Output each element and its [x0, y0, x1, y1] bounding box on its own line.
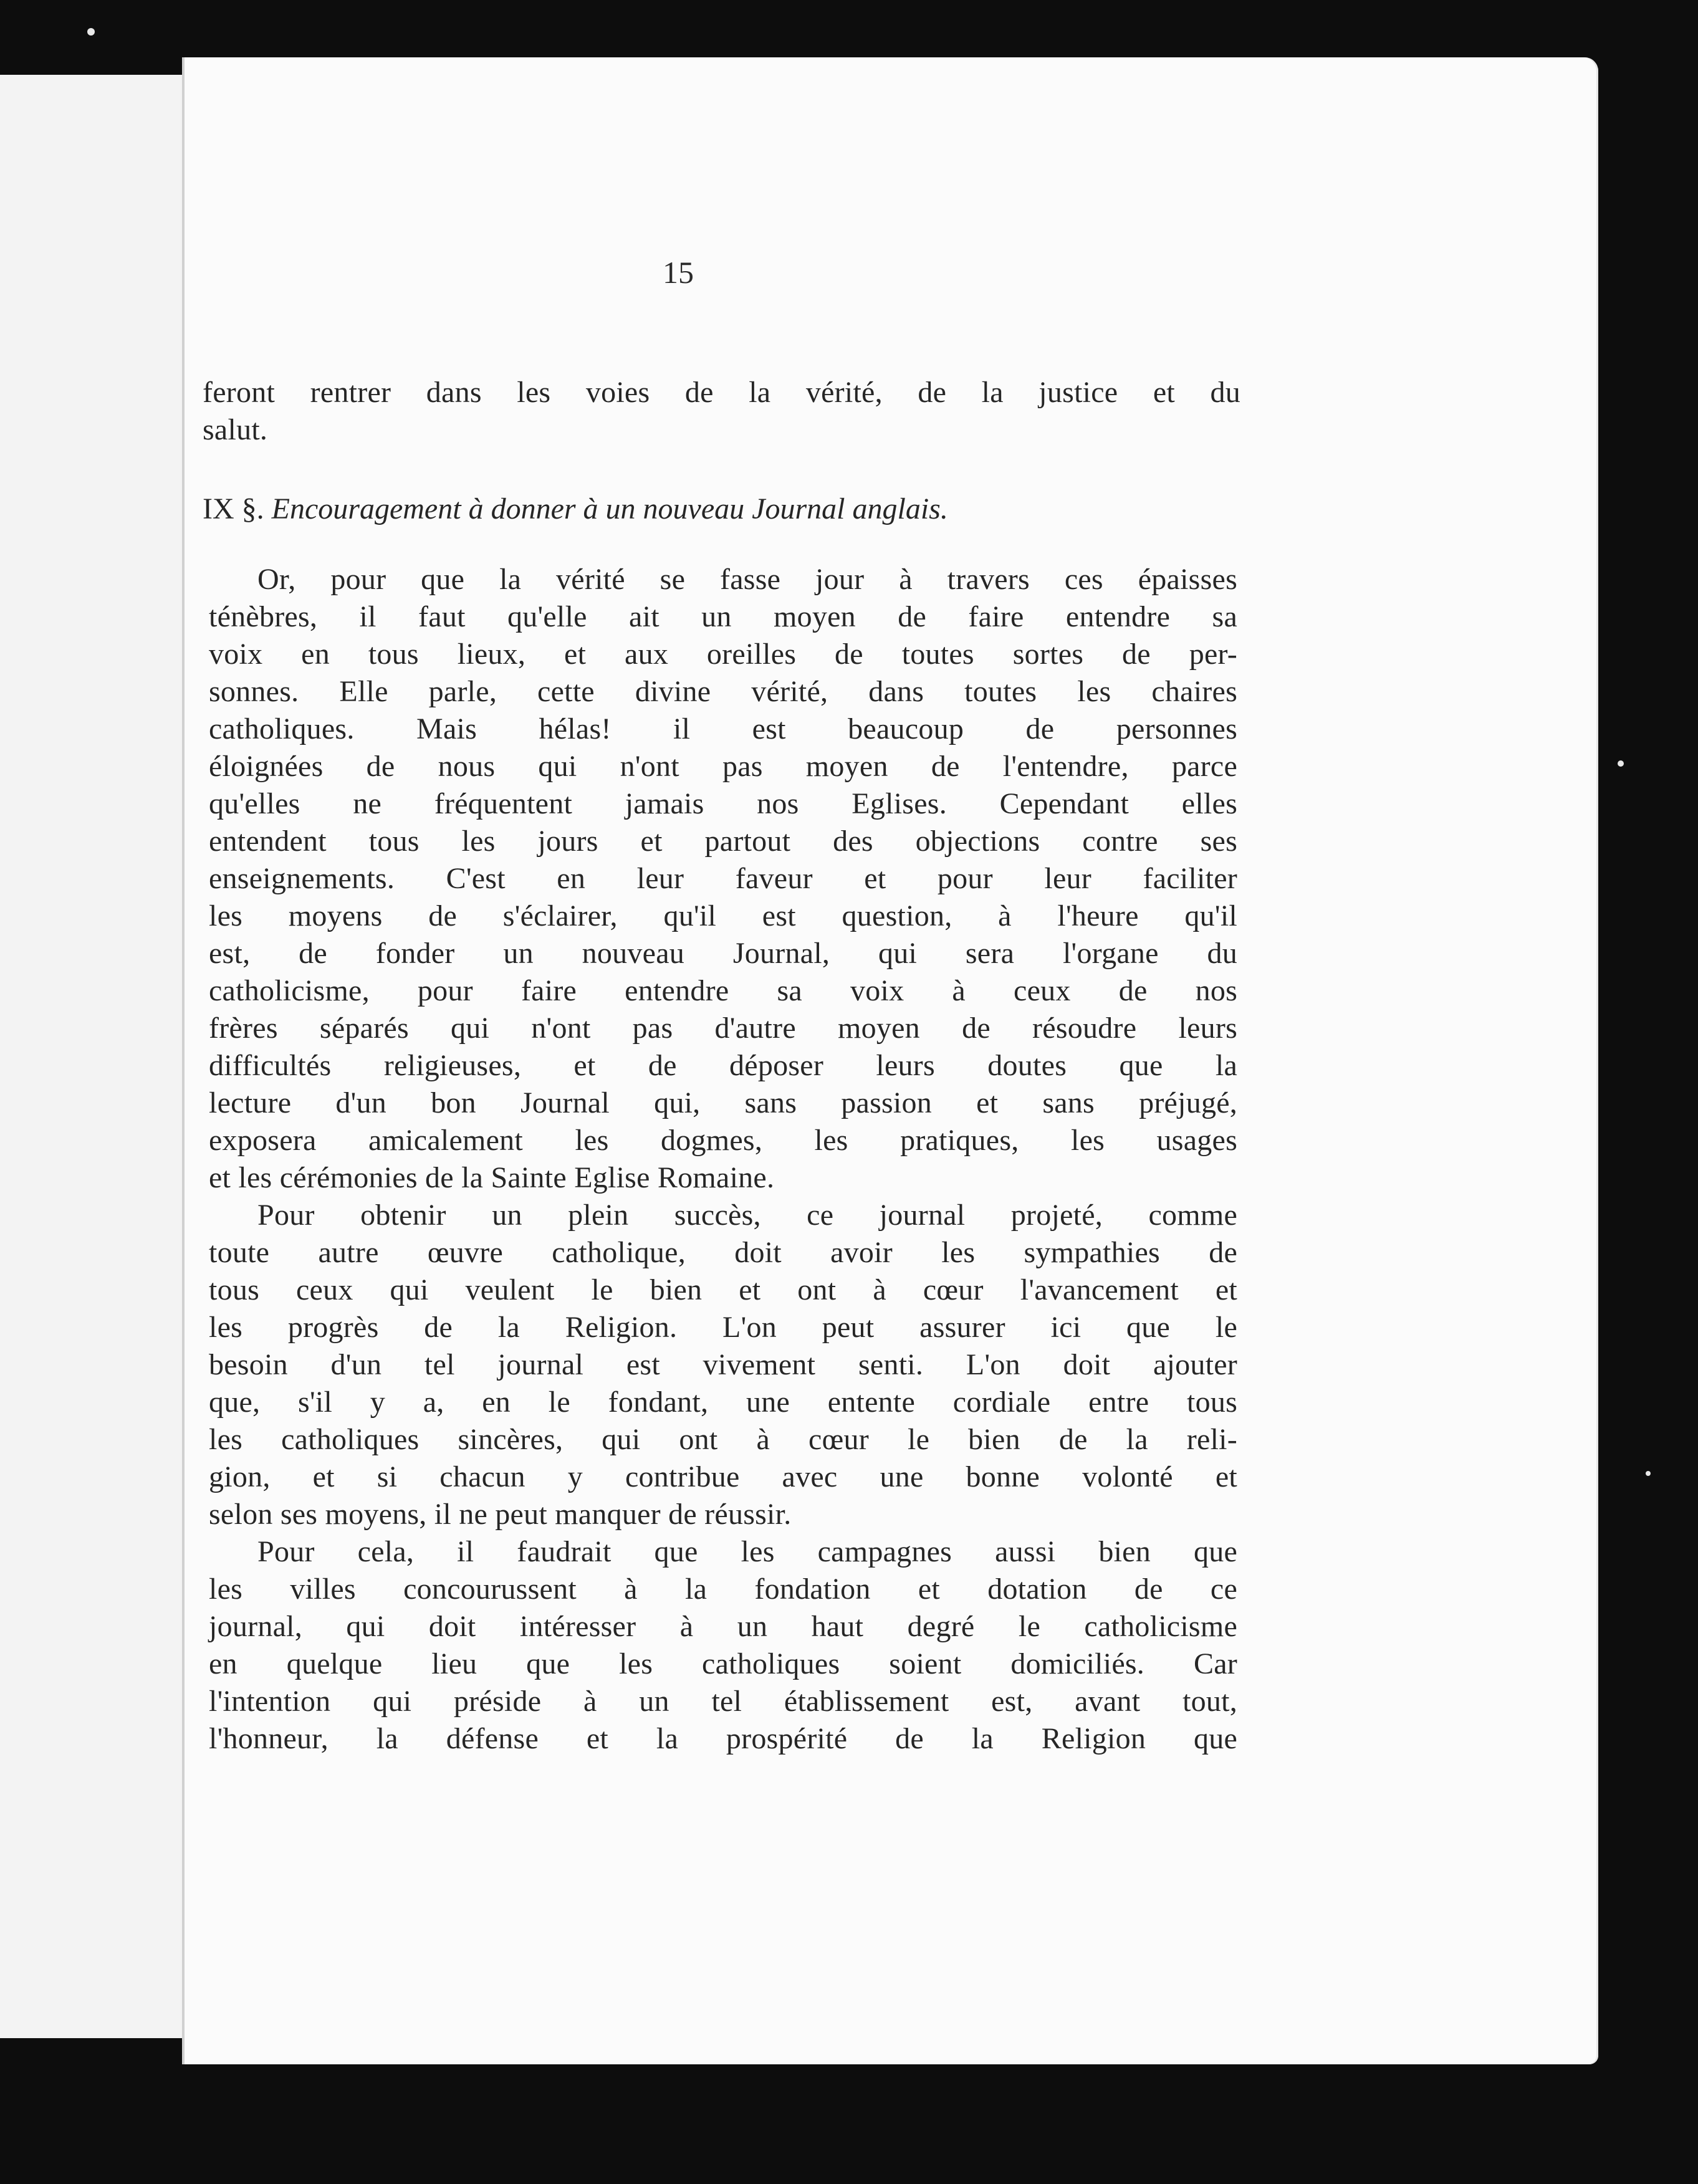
text-line: selon ses moyens, il ne peut manquer de réussir.: [209, 1498, 792, 1531]
text-line: tous ceux qui veulent le bien et ont à cœur l'avancement et: [209, 1273, 1237, 1306]
text-line: journal, qui doit intéresser à un haut degré le catholicisme: [209, 1610, 1237, 1643]
text-line: est, de fonder un nouveau Journal, qui sera l'organe du: [209, 937, 1237, 970]
text-line: exposera amicalement les dogmes, les pratiques, les usages: [209, 1124, 1237, 1157]
opening-text: [203, 374, 1240, 449]
text-line: que, s'il y a, en le fondant, une entente cordiale entre tous: [209, 1386, 1237, 1419]
text-line: sonnes. Elle parle, cette divine vérité, dans toutes les chaires: [209, 675, 1237, 708]
text-line: feront rentrer dans les voies de la vérité, de la justice et du: [203, 376, 1240, 409]
paragraph-2: [209, 1197, 1237, 1533]
text-line: besoin d'un tel journal est vivement senti. L'on doit ajouter: [209, 1348, 1237, 1381]
text-line: éloignées de nous qui n'ont pas moyen de l'entendre, parce: [209, 750, 1237, 783]
text-line: Or, pour que la vérité se fasse jour à travers ces épaisses: [257, 563, 1237, 596]
text-line: les villes concourussent à la fondation et dotation de ce: [209, 1573, 1237, 1606]
scan-speck: [1646, 1471, 1651, 1476]
text-line: Pour cela, il faudrait que les campagnes aussi bien que: [257, 1535, 1237, 1568]
paragraph-1: [209, 561, 1237, 1197]
text-line: l'intention qui préside à un tel établissement est, avant tout,: [209, 1685, 1237, 1718]
text-line: enseignements. C'est en leur faveur et pour leur faciliter: [209, 862, 1237, 895]
text-line: ténèbres, il faut qu'elle ait un moyen de faire entendre sa: [209, 600, 1237, 633]
page-number: 15: [663, 255, 694, 290]
text-line: les progrès de la Religion. L'on peut assurer ici que le: [209, 1311, 1237, 1344]
paragraph-3: [209, 1533, 1237, 1758]
text-line: et les cérémonies de la Sainte Eglise Romaine.: [209, 1161, 775, 1194]
text-line: catholiques. Mais hélas! il est beaucoup de personnes: [209, 712, 1237, 745]
scan-speck: [1618, 760, 1624, 767]
text-line: toute autre œuvre catholique, doit avoir les sympathies de: [209, 1236, 1237, 1269]
text-line: l'honneur, la défense et la prospérité de la Religion que: [209, 1722, 1237, 1755]
text-line: lecture d'un bon Journal qui, sans passion et sans préjugé,: [209, 1086, 1237, 1119]
text-line: en quelque lieu que les catholiques soient domiciliés. Car: [209, 1647, 1237, 1680]
text-line: salut.: [203, 413, 268, 446]
text-line: les moyens de s'éclairer, qu'il est question, à l'heure qu'il: [209, 899, 1237, 932]
text-line: difficultés religieuses, et de déposer leurs doutes que la: [209, 1049, 1237, 1082]
body-text: [209, 561, 1237, 1758]
text-line: les catholiques sincères, qui ont à cœur le bien de la reli-: [209, 1423, 1237, 1456]
facing-page-edge: [0, 75, 189, 2038]
section-title: Encouragement à donner à un nouveau Journal anglais.: [271, 492, 948, 525]
scan-speck: [87, 28, 95, 36]
text-line: gion, et si chacun y contribue avec une bonne volonté et: [209, 1460, 1237, 1493]
section-heading: [203, 487, 1240, 531]
text-line: voix en tous lieux, et aux oreilles de toutes sortes de per-: [209, 638, 1237, 671]
text-line: Pour obtenir un plein succès, ce journal projeté, comme: [257, 1199, 1237, 1232]
text-line: entendent tous les jours et partout des objections contre ses: [209, 825, 1237, 858]
text-line: qu'elles ne fréquentent jamais nos Eglises. Cependant elles: [209, 787, 1237, 820]
text-line: catholicisme, pour faire entendre sa voix à ceux de nos: [209, 974, 1237, 1007]
section-number: IX §.: [203, 492, 264, 525]
text-line: frères séparés qui n'ont pas d'autre moyen de résoudre leurs: [209, 1012, 1237, 1045]
